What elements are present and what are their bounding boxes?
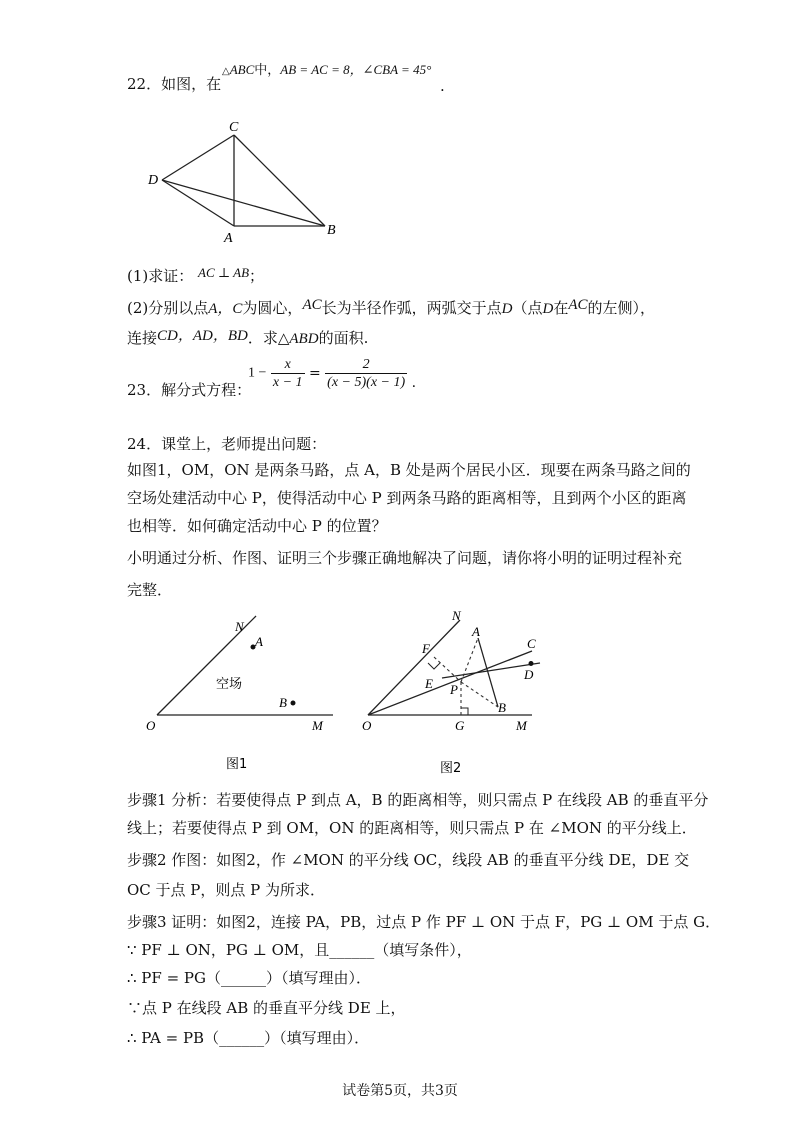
- since-2: ∵点 P 在线段 AB 的垂直平分线 DE 上，: [127, 999, 406, 1017]
- part1-math: AC ⊥ AB: [198, 265, 250, 280]
- p2-h: D: [542, 301, 554, 317]
- q23-label: 23．解分式方程：: [127, 381, 252, 399]
- p2-b: A，C: [208, 301, 243, 317]
- since-1: ∵ PF ⊥ ON，PG ⊥ OM，且______（填写条件），: [127, 941, 472, 959]
- p2-j: AC: [568, 297, 588, 313]
- fig2-label-e: E: [425, 676, 433, 691]
- q22-part2-line2: [127, 328, 368, 349]
- fig1-label-kongchang: 空场: [216, 677, 243, 692]
- segment-da: [162, 180, 234, 226]
- q24-title: 24．课堂上，老师提出问题：: [127, 435, 327, 453]
- q22-end-dot: .: [440, 77, 445, 95]
- step2-line1: 步骤2 作图：如图2，作 ∠MON 的平分线 OC，线段 AB 的垂直平分线 DE，DE 交: [127, 851, 690, 869]
- q24-p4: 小明通过分析、作图、证明三个步骤正确地解决了问题，请你将小明的证明过程补充: [127, 549, 683, 567]
- step1-line1: 步骤1 分析：若要使得点 P 到点 A，B 的距离相等，则只需点 P 在线段 AB 的垂直平分: [127, 791, 709, 809]
- road-on: [368, 620, 460, 715]
- p2l2-a: 连接: [127, 329, 158, 347]
- p2l2-d: ABD: [289, 331, 319, 347]
- figure-1: [140, 606, 340, 786]
- segment-db: [162, 180, 325, 226]
- q23-frac1: [271, 356, 305, 391]
- q23-one-minus: 1 −: [248, 365, 267, 381]
- frac2-num: 2: [325, 356, 407, 374]
- p2-e: 长为半径作弧，两弧交于点: [321, 299, 502, 317]
- right-angle-f: [428, 663, 440, 669]
- q22-figure: [140, 118, 350, 248]
- step3-line: 步骤3 证明：如图2，连接 PA，PB，过点 P 作 PF ⊥ ON 于点 F，PG ⊥ OM 于点 G．: [127, 913, 721, 931]
- p2-k: 的左侧），: [587, 299, 656, 317]
- fig2-label-a: A: [472, 624, 480, 639]
- segment-dc: [162, 135, 234, 180]
- right-angle-g: [461, 708, 468, 715]
- fig2-label-o: O: [362, 718, 372, 733]
- segment-cb: [234, 135, 325, 226]
- fig2-label-f: F: [422, 641, 430, 656]
- fig1-label-b: B: [279, 695, 287, 710]
- q23-equals: =: [308, 365, 321, 382]
- label-a: A: [224, 231, 233, 246]
- p2-i: 在: [553, 299, 569, 317]
- q24-p3: 也相等．如何确定活动中心 P 的位置？: [127, 517, 387, 535]
- fig2-label-m: M: [516, 718, 527, 733]
- q22-prefix: 22．如图，在: [127, 75, 222, 93]
- step1-line2: 线上；若要使得点 P 到 OM，ON 的距离相等，则只需点 P 在 ∠MON 的平分线上．: [127, 819, 697, 837]
- step2-line2: OC 于点 P，则点 P 为所求．: [127, 881, 326, 899]
- p2-f: D: [501, 301, 513, 317]
- q22-conditions: [222, 59, 431, 78]
- q22-part1: [127, 266, 264, 287]
- q24-p2: 空场处建活动中心 P，使得活动中心 P 到两条马路的距离相等，且到两个小区的距离: [127, 489, 687, 507]
- label-b: B: [327, 223, 336, 238]
- part1-end: ；: [249, 267, 265, 285]
- triangle-symbol: △: [222, 66, 230, 77]
- triangle-name: ABC: [229, 62, 255, 77]
- q23-equation: [248, 356, 416, 391]
- therefore-2: ∴ PA = PB（______）（填写理由）．: [127, 1029, 370, 1047]
- fig2-caption: 图2: [440, 761, 462, 776]
- p2-g: （点: [512, 299, 543, 317]
- label-c: C: [229, 120, 239, 135]
- p2-c: 为圆心，: [242, 299, 303, 317]
- p2l2-e: 的面积.: [318, 329, 369, 347]
- fig1-label-o: O: [146, 718, 156, 733]
- q24-p1: 如图1，OM，ON 是两条马路，点 A，B 处是两个居民小区．现要在两条马路之间的: [127, 461, 691, 479]
- fig1-label-a: A: [255, 634, 263, 649]
- point-d: [529, 661, 534, 666]
- q22-header: [127, 74, 221, 94]
- fig1-label-m: M: [312, 718, 323, 733]
- frac2-den: (x − 5)(x − 1): [327, 375, 406, 390]
- dashed-pf: [434, 657, 461, 682]
- frac1-num: x: [271, 356, 305, 374]
- p2-d: AC: [302, 297, 322, 313]
- fig2-label-n: N: [452, 608, 461, 623]
- fig2-label-b: B: [498, 700, 506, 715]
- figure-2: [360, 606, 560, 786]
- q23-frac2: [325, 356, 407, 391]
- page-footer: 试卷第5页，共3页: [342, 1083, 458, 1099]
- q23-end: .: [411, 375, 417, 391]
- fig1-label-n: N: [235, 619, 244, 634]
- label-d: D: [148, 173, 159, 188]
- fig2-label-g: G: [455, 718, 465, 733]
- fig2-label-p: P: [450, 682, 458, 697]
- part1-label: (1)求证：: [127, 267, 194, 285]
- therefore-1: ∴ PF = PG（______）（填写理由）．: [127, 969, 371, 987]
- point-b: [291, 701, 296, 706]
- frac1-den: x − 1: [272, 375, 303, 390]
- q24-p5: 完整．: [127, 581, 173, 599]
- p2l2-c: ．求△: [247, 329, 290, 347]
- p2-a: (2)分别以点: [127, 299, 209, 317]
- q22-conds: AB = AC = 8，∠CBA = 45°: [280, 62, 432, 77]
- fig1-caption: 图1: [226, 757, 248, 772]
- q22-zhong: 中，: [254, 63, 281, 78]
- fig2-label-c: C: [527, 636, 536, 651]
- q22-part2-line1: [127, 298, 655, 319]
- fig2-label-d: D: [524, 667, 534, 682]
- p2l2-b: CD，AD，BD: [157, 328, 248, 344]
